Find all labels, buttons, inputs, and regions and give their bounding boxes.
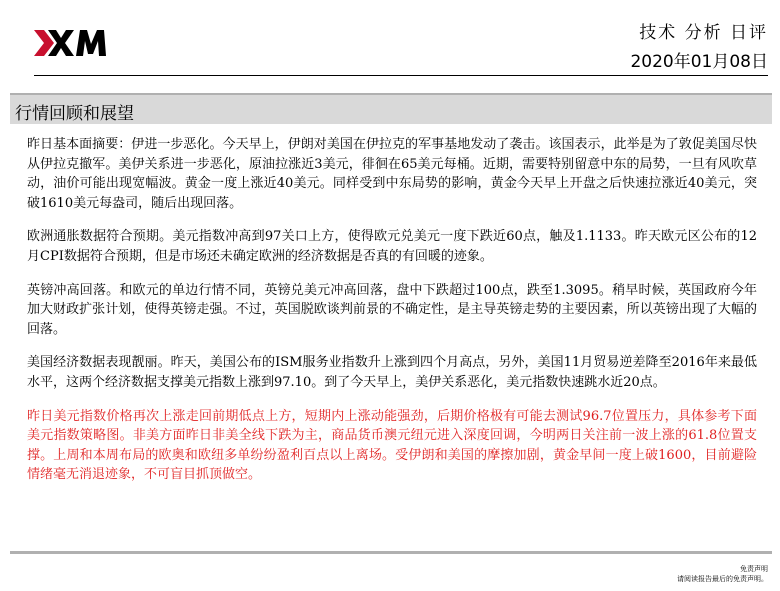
paragraph-eurozone: 欧洲通胀数据符合预期。美元指数冲高到97关口上方，使得欧元兑美元一度下跌近60点，触及1.1133。昨天欧元区公布的12月CPI数据符合预期，但是市场还未确定欧洲的经济数据是否真的有回暖的迹象。	[27, 229, 757, 264]
paragraph-gbp: 英镑冲高回落。和欧元的单边行情不同，英镑兑美元冲高回落，盘中下跌超过100点，跌至1.3095。稍早时候，英国政府今年加大财政扩张计划，使得英镑走强。不过，英国脱欧谈判前景的不确定性，是主导英镑走势的主要因素，所以英镑出现了大幅的回落。	[27, 282, 757, 337]
xm-logo-mark	[34, 24, 114, 62]
report-date: 2020年01月08日	[630, 52, 768, 72]
report-title: 技术 分析 日评	[639, 23, 768, 43]
header-divider	[34, 75, 768, 76]
paragraph-fundamentals: 昨日基本面摘要：伊进一步恶化。今天早上，伊朗对美国在伊拉克的军事基地发动了袭击。该国表示，此举是为了敦促美国尽快从伊拉克撤军。美伊关系进一步恶化，原油拉涨近3美元，徘徊在65美元每桶。近期，需要特别留意中东的局势，一旦有风吹草动，油价可能出现宽幅波。黄金一度上涨近40美元。同样受到中东局势的影响，黄金今天早上开盘之后快速拉涨近40美元，突破1610美元每盎司，随后出现回落。	[27, 137, 757, 211]
report-body	[27, 135, 757, 499]
xm-logo	[34, 24, 114, 62]
disclaimer-title: 免责声明	[740, 565, 768, 573]
report-header	[630, 18, 768, 72]
section-title: 行情回顾和展望	[15, 104, 134, 124]
disclaimer-note: 请阅读报告最后的免责声明。	[677, 575, 768, 583]
logo-m-letter	[76, 30, 106, 56]
paragraph-us-data: 美国经济数据表现靓丽。昨天，美国公布的ISM服务业指数升上涨到四个月高点，另外，美国11月贸易逆差降至2016年来最低水平，这两个经济数据支撑美元指数上涨到97.10。到了今天早上，美伊关系恶化，美元指数快速跳水近20点。	[27, 355, 757, 390]
section-header	[10, 93, 772, 124]
footer-divider	[10, 551, 772, 554]
paragraph-outlook: 昨日美元指数价格再次上涨走回前期低点上方，短期内上涨动能强劲，后期价格极有可能去测试96.7位置压力，具体参考下面美元指数策略图。非美方面昨日非美全线下跌为主，商品货币澳元纽元进入深度回调，今明两日关注前一波上涨的61.8位置支撑。上周和本周布局的欧奥和欧纽多单纷纷盈利百点以上离场。受伊朗和美国的摩擦加剧，黄金早间一度上破1600，目前避险情绪毫无消退迹象，不可盲目抓顶做空。	[27, 408, 757, 483]
disclaimer	[677, 564, 768, 584]
